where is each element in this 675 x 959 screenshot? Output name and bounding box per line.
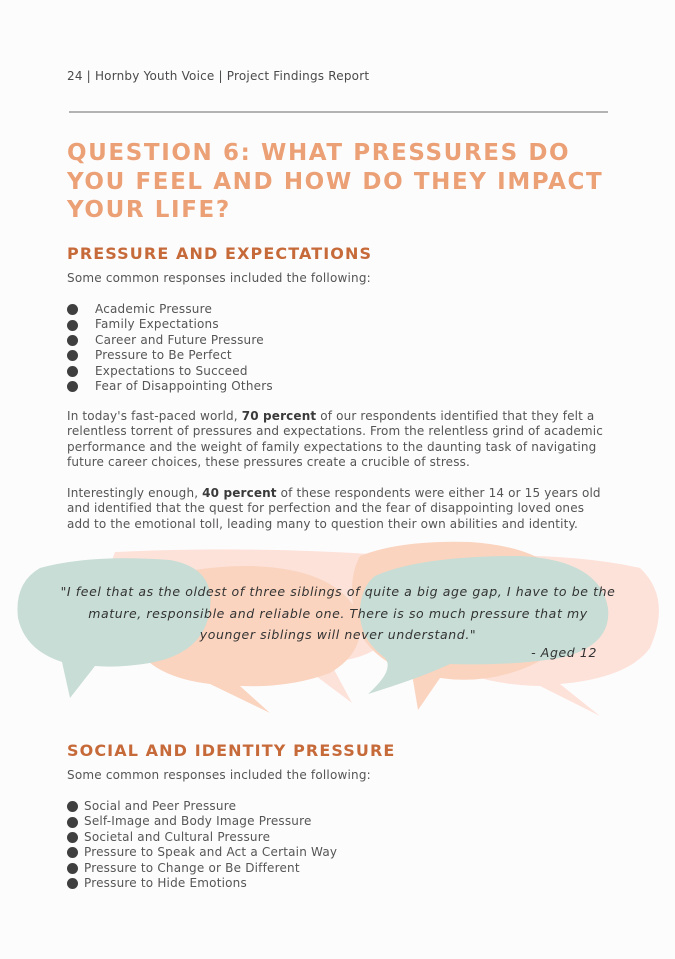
- respondent-quote: "I feel that as the oldest of three siblings of quite a big age gap, I have to be the mature, responsible and reliable one. There is so much pressure that my younger siblings will never understand.": [60, 584, 616, 642]
- list-item: Pressure to Hide Emotions: [67, 876, 337, 891]
- paragraph-forty-percent: Interestingly enough, 40 percent of these respondents were either 14 or 15 years old and identified that the quest for perfection and the fear of disappointing loved ones add to the emotional toll, leading many to question their own abilities and identity.: [67, 486, 601, 531]
- bullet-icon: [67, 335, 78, 346]
- section-title-pressure-expectations: PRESSURE AND EXPECTATIONS: [67, 244, 373, 263]
- bullet-icon: [67, 863, 78, 874]
- list-item: Expectations to Succeed: [67, 364, 273, 379]
- bullet-icon: [67, 847, 78, 858]
- list-item: Career and Future Pressure: [67, 333, 273, 348]
- list-item: Pressure to Change or Be Different: [67, 861, 337, 876]
- page-header: 24 | Hornby Youth Voice | Project Findings Report: [67, 69, 370, 83]
- header-divider: [69, 111, 608, 113]
- bullet-icon: [67, 832, 78, 843]
- bullet-icon: [67, 801, 78, 812]
- question-title: QUESTION 6: WHAT PRESSURES DO YOU FEEL AND HOW DO THEY IMPACT YOUR LIFE?: [67, 140, 604, 223]
- bullet-icon: [67, 878, 78, 889]
- list-item: Self-Image and Body Image Pressure: [67, 814, 337, 829]
- list-item: Social and Peer Pressure: [67, 799, 337, 814]
- paragraph-seventy-percent: In today's fast-paced world, 70 percent of our respondents identified that they felt a relentless torrent of pressures and expectations. From the relentless grind of academic performance and the weight of family expectations to the daunting task of navigating future career choices, these pressures create a crucible of stress.: [67, 409, 603, 470]
- list-item: Academic Pressure: [67, 302, 273, 317]
- bullet-icon: [67, 320, 78, 331]
- social-pressure-list: [67, 799, 337, 891]
- list-item: Fear of Disappointing Others: [67, 379, 273, 394]
- bullet-icon: [67, 350, 78, 361]
- section1-intro: Some common responses included the following:: [67, 271, 371, 285]
- list-item: Pressure to Be Perfect: [67, 348, 273, 363]
- list-item: Family Expectations: [67, 317, 273, 332]
- bullet-icon: [67, 817, 78, 828]
- bullet-icon: [67, 381, 78, 392]
- quote-attribution: - Aged 12: [531, 645, 597, 660]
- bullet-icon: [67, 304, 78, 315]
- pressure-list: [67, 302, 273, 394]
- section2-intro: Some common responses included the following:: [67, 768, 371, 782]
- bullet-icon: [67, 366, 78, 377]
- list-item: Pressure to Speak and Act a Certain Way: [67, 845, 337, 860]
- list-item: Societal and Cultural Pressure: [67, 830, 337, 845]
- section-title-social-identity: SOCIAL AND IDENTITY PRESSURE: [67, 741, 396, 760]
